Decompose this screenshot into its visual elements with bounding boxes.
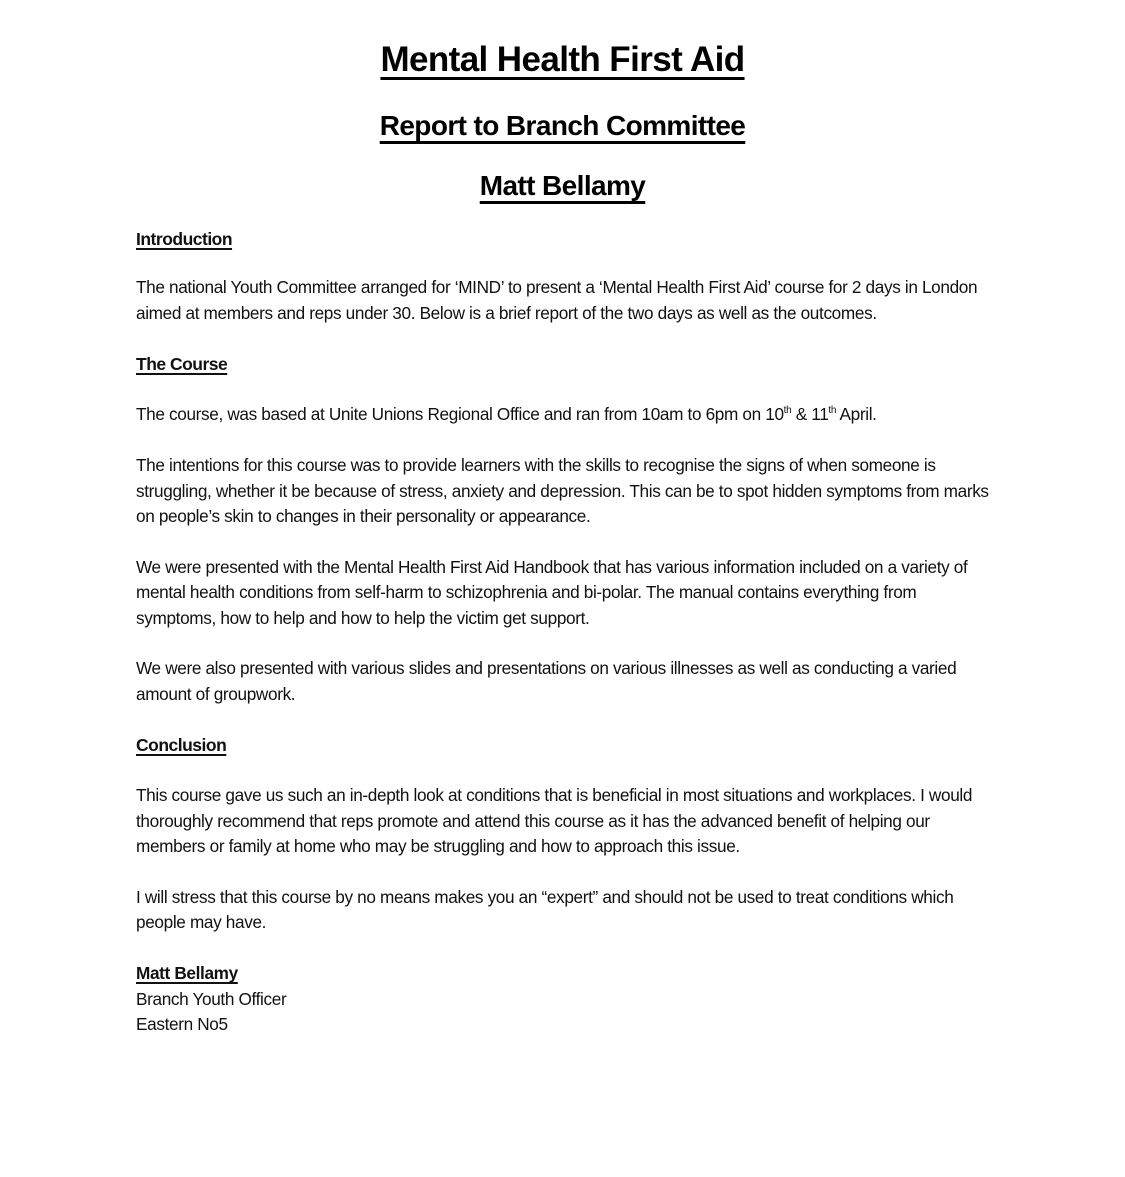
conclusion-disclaimer-paragraph: I will stress that this course by no means makes you an “expert” and should not be used to treat conditions which people may have. [136, 887, 954, 933]
introduction-heading: Introduction [136, 229, 233, 249]
conclusion-heading: Conclusion [136, 734, 227, 755]
conclusion-recommendation-paragraph: This course gave us such an in-depth look at conditions that is beneficial in most situations and workplaces. I would thoroughly recommend that reps promote and attend this course as it has the advanced benefit of helping our members or family at home who may be struggling and how to approach this issue. [136, 785, 973, 857]
course-handbook-paragraph: We were presented with the Mental Health First Aid Handbook that has various information included on a variety of mental health conditions from self-harm to schizophrenia and bi-polar. The manual contains everything from symptoms, how to help and how to help the victim get support. [136, 556, 968, 628]
document-title: Mental Health First Aid [380, 40, 745, 79]
signature-role: Branch Youth Officer [136, 988, 287, 1009]
document-author: Matt Bellamy [479, 170, 646, 201]
course-intentions-paragraph: The intentions for this course was to provide learners with the skills to recognise the signs of when someone is struggling, whether it be because of stress, anxiety and depression. This can be to spot hidden symptoms from marks on people’s skin to changes in their personality or appearance. [136, 455, 989, 527]
document-body [136, 227, 996, 1037]
course-heading: The Course [136, 353, 228, 374]
signature-block [136, 961, 996, 1037]
signature-branch: Eastern No5 [136, 1014, 228, 1035]
conclusion-section [136, 733, 996, 936]
course-dates-paragraph: The course, was based at Unite Unions Regional Office and ran from 10am to 6pm on 10th & 11th April. [136, 404, 877, 425]
signature-name: Matt Bellamy [136, 963, 238, 984]
course-slides-paragraph: We were also presented with various slides and presentations on various illnesses as well as conducting a varied amount of groupwork. [136, 658, 957, 704]
introduction-paragraph: The national Youth Committee arranged for ‘MIND’ to present a ‘Mental Health First Aid’ course for 2 days in London aimed at members and reps under 30. Below is a brief report of the two days as well as the outcomes. [136, 277, 978, 323]
introduction-section [136, 227, 996, 326]
document-subtitle: Report to Branch Committee [379, 110, 746, 141]
course-section [136, 352, 996, 708]
